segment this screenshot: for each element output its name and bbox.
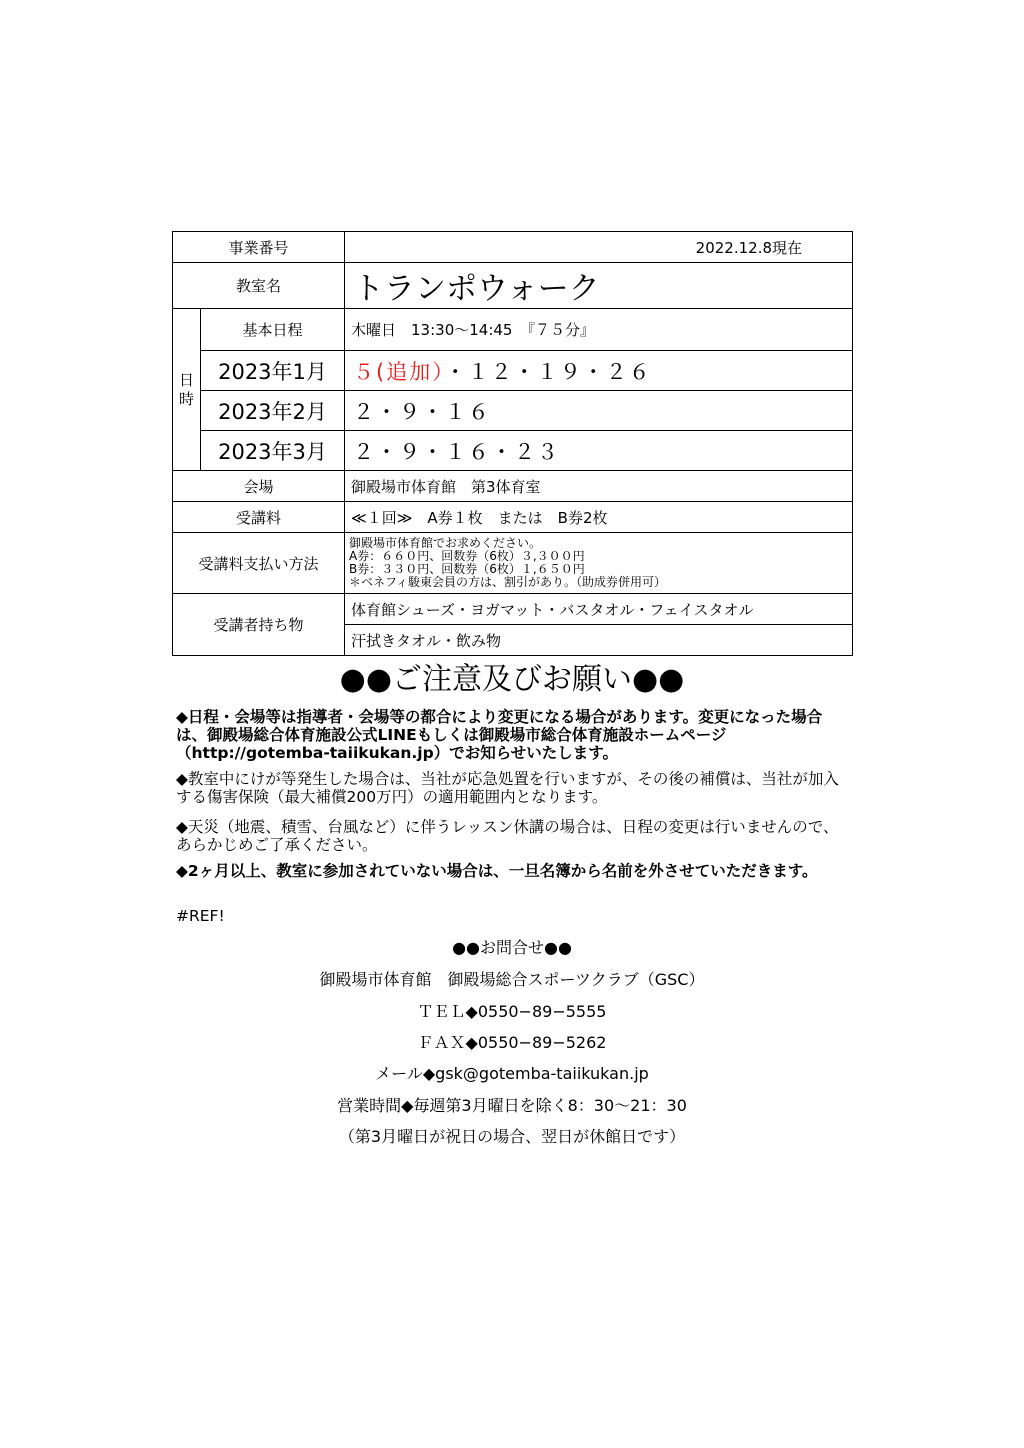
payment-label: 受講料支払い方法 <box>173 533 345 594</box>
contact-org: 御殿場市体育館 御殿場総合スポーツクラブ（GSC） <box>319 970 705 989</box>
payment-details: 御殿場市体育館でお求めください。 A券：６６０円、回数券（6枚）３,３００円 B券：３３０円、回数券（6枚）１,６５０円 ＊ベネフィ駿東会員の方は、割引があり。（助成券併用可） <box>345 533 853 594</box>
added-date: ５(追加） <box>353 359 445 384</box>
contact-mail: メール◆gsk@gotemba-taiikukan.jp <box>375 1064 649 1083</box>
month-label-feb: 2023年2月 <box>201 391 345 431</box>
kyoushitsu-label: 教室名 <box>173 263 345 309</box>
notice-paragraph-schedule: ◆日程・会場等は指導者・会場等の都合により変更になる場合があります。変更になった場合は、御殿場総合体育施設公式LINEもしくは御殿場市総合体育施設ホームページ（http://gotemba-taiikukan.jp）でお知らせいたします。 <box>176 708 823 762</box>
month-dates-jan: ５(追加）・１２・１９・２６ <box>345 351 853 391</box>
contact-heading: ●●お問合せ●● <box>452 938 572 957</box>
venue-label: 会場 <box>173 471 345 502</box>
ref-error-text: #REF! <box>176 907 225 925</box>
kihon-label: 基本日程 <box>201 309 345 351</box>
jigyou-label: 事業番号 <box>173 232 345 263</box>
venue-value: 御殿場市体育館 第3体育室 <box>345 471 853 502</box>
month-dates-feb: ２・９・１６ <box>345 391 853 431</box>
month-label-jan: 2023年1月 <box>201 351 345 391</box>
items-label: 受講者持ち物 <box>173 594 345 656</box>
items-line2: 汗拭きタオル・飲み物 <box>345 625 853 656</box>
notice-paragraph-disaster: ◆天災（地震、積雪、台風など）に伴うレッスン休講の場合は、日程の変更は行いませんので、あらかじめご了承ください。 <box>176 818 839 854</box>
items-line1: 体育館シューズ・ヨガマット・バスタオル・フェイスタオル <box>345 594 853 625</box>
month-dates-mar: ２・９・１６・２３ <box>345 431 853 471</box>
kihon-value: 木曜日 13:30～14:45 『７５分』 <box>345 309 853 351</box>
contact-fax: ＦＡＸ◆0550−89−5262 <box>417 1033 607 1052</box>
course-info-table <box>172 231 853 656</box>
as-of-date: 2022.12.8現在 <box>345 232 853 263</box>
kyoushitsu-name: トランポウォーク <box>345 263 853 309</box>
notice-paragraph-injury: ◆教室中にけが等発生した場合は、当社が応急処置を行いますが、その後の補償は、当社が加入する傷害保険（最大補償200万円）の適用範囲内となります。 <box>176 770 839 806</box>
fee-label: 受講料 <box>173 502 345 533</box>
contact-hours: 営業時間◆毎週第3月曜日を除く8：30～21：30 <box>337 1096 687 1115</box>
fee-value: ≪１回≫ A券１枚 または B券2枚 <box>345 502 853 533</box>
notice-title: ●●ご注意及びお願い●● <box>339 662 685 697</box>
nichiji-label: 日 時 <box>173 309 201 471</box>
contact-tel: ＴＥＬ◆0550−89−5555 <box>417 1002 607 1021</box>
notice-paragraph-absence: ◆2ヶ月以上、教室に参加されていない場合は、一旦名簿から名前を外させていただきます。 <box>176 862 818 880</box>
contact-closed-note: （第3月曜日が祝日の場合、翌日が休館日です） <box>338 1127 686 1146</box>
month-label-mar: 2023年3月 <box>201 431 345 471</box>
